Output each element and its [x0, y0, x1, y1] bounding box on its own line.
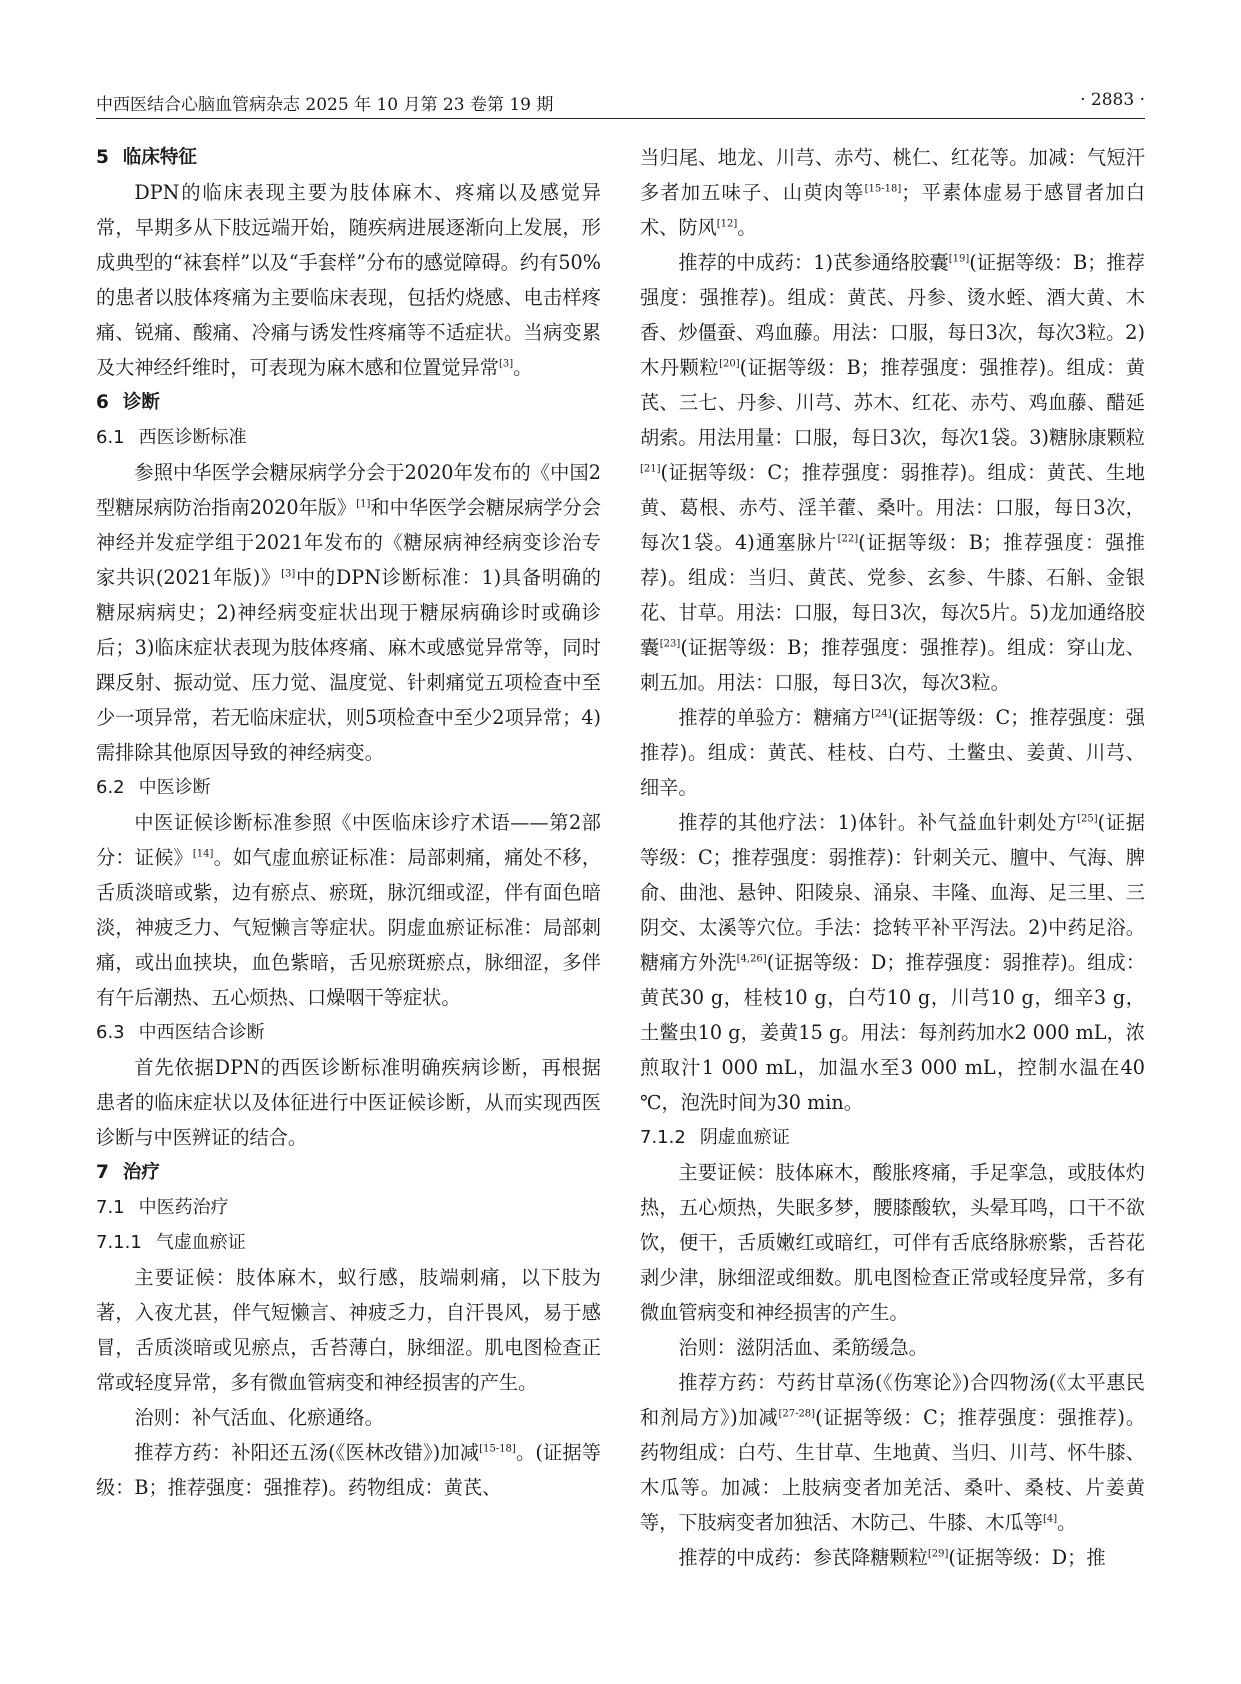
- right-column: [640, 140, 1145, 1575]
- citation[interactable]: [23]: [659, 638, 681, 650]
- citation[interactable]: [21]: [640, 463, 661, 475]
- citation[interactable]: [29]: [927, 1548, 949, 1560]
- section-title: 中医诊断: [138, 777, 211, 798]
- paragraph: 推荐的单验方：糖痛方[24](证据等级：C；推荐强度：强推荐)。组成：黄芪、桂枝、白芍、土鳖虫、姜黄、川芎、细辛。: [640, 706, 1145, 799]
- section-title: 西医诊断标准: [138, 427, 247, 448]
- citation[interactable]: [15-18]: [864, 183, 902, 195]
- section-title: 中医药治疗: [138, 1197, 229, 1218]
- journal-title: 中西医结合心脑血管病杂志 2025 年 10 月第 23 卷第 19 期: [96, 95, 554, 115]
- subsection-heading-6-3: [96, 1015, 601, 1050]
- section-title: 阴虚血瘀证: [699, 1127, 790, 1148]
- section-number: 6: [96, 392, 109, 413]
- paragraph: 主要证候：肢体麻木，蚁行感，肢端刺痛，以下肢为著，入夜尤甚，伴气短懒言、神疲乏力，自汗畏风，易于感冒，舌质淡暗或见瘀点，舌苔薄白，脉细涩。肌电图检查正常或轻度异常，多有微血管病变和神经损害的产生。: [96, 1266, 601, 1394]
- subsection-heading-6-2: [96, 770, 601, 805]
- subsection-heading-6-1: [96, 420, 601, 455]
- citation[interactable]: [14]: [192, 848, 214, 860]
- paragraph: 首先依据DPN的西医诊断标准明确疾病诊断，再根据患者的临床症状以及体征进行中医证候诊断，从而实现西医诊断与中医辨证的结合。: [96, 1056, 601, 1149]
- citation[interactable]: [3]: [498, 358, 514, 370]
- citation[interactable]: [4]: [1042, 1513, 1058, 1525]
- paragraph: 推荐的中成药：1)芪参通络胶囊[19](证据等级：B；推荐强度：强推荐)。组成：黄芪、丹参、烫水蛭、酒大黄、木香、炒僵蚕、鸡血藤。用法：口服，每日3次，每次3粒。2)木丹颗粒[20](证据等级：B；推荐强度：强推荐)。组成：黄芪、三七、丹参、川芎、苏木、红花、赤芍、鸡血藤、醋延胡索。用法用量：口服，每日3次，每次1袋。3)糖脉康颗粒[21](证据等级：C；推荐强度：弱推荐)。组成：黄芪、生地黄、葛根、赤芍、淫羊藿、桑叶。用法：口服，每日3次，每次1袋。4)通塞脉片[22](证据等级：B；推荐强度：强推荐)。组成：当归、黄芪、党参、玄参、牛膝、石斛、金银花、甘草。用法：口服，每日3次，每次5片。5)龙加通络胶囊[23](证据等级：B；推荐强度：强推荐)。组成：穿山龙、刺五加。用法：口服，每日3次，每次3粒。: [640, 251, 1146, 694]
- citation[interactable]: [15-18]: [479, 1443, 516, 1455]
- section-number: 7: [96, 1162, 109, 1183]
- section-title: 治疗: [122, 1162, 160, 1183]
- page-number: · 2883 ·: [1080, 90, 1145, 110]
- section-heading-6: [96, 385, 601, 420]
- section-heading-7: [96, 1155, 601, 1190]
- section-title: 诊断: [122, 392, 160, 413]
- paragraph: 当归尾、地龙、川芎、赤芍、桃仁、红花等。加减：气短汗多者加五味子、山萸肉等[15-18]；平素体虚易于感冒者加白术、防风[12]。: [640, 146, 1146, 239]
- citation[interactable]: [22]: [837, 533, 859, 545]
- section-number: 6.2: [96, 777, 125, 798]
- left-column: [96, 140, 601, 1505]
- citation[interactable]: [3]: [281, 568, 296, 580]
- section-number: 7.1: [96, 1197, 125, 1218]
- paragraph: 推荐方药：芍药甘草汤(《伤寒论》)合四物汤(《太平惠民和剂局方》)加减[27-28](证据等级：C；推荐强度：强推荐)。药物组成：白芍、生甘草、生地黄、当归、川芎、怀牛膝、木瓜等。加减：上肢病变者加羌活、桑叶、桑枝、片姜黄等，下肢病变者加独活、木防己、牛膝、木瓜等[4]。: [640, 1371, 1146, 1534]
- paragraph: 推荐的中成药：参芪降糖颗粒[29](证据等级：D；推: [678, 1546, 1106, 1569]
- subsection-heading-7-1-2: [640, 1120, 1145, 1155]
- section-title: 气虚血瘀证: [155, 1232, 246, 1253]
- paragraph: 中医证候诊断标准参照《中医临床诊疗术语——第2部分：证候》[14]。如气虚血瘀证标准：局部刺痛，痛处不移，舌质淡暗或紫，边有瘀点、瘀斑，脉沉细或涩，伴有面色暗淡，神疲乏力、气短懒言等症状。阴虚血瘀证标准：局部刺痛，或出血挟块，血色紫暗，舌见瘀斑瘀点，脉细涩，多伴有午后潮热、五心烦热、口燥咽干等症状。: [96, 811, 602, 1009]
- citation[interactable]: [24]: [871, 708, 892, 720]
- section-number: 7.1.2: [640, 1127, 686, 1148]
- section-title: 中西医结合诊断: [138, 1022, 265, 1043]
- citation[interactable]: [20]: [719, 358, 740, 370]
- paragraph: DPN的临床表现主要为肢体麻木、疼痛以及感觉异常，早期多从下肢远端开始，随疾病进展逐渐向上发展，形成典型的“袜套样”以及“手套样”分布的感觉障碍。约有50%的患者以肢体疼痛为主要临床表现，包括灼烧感、电击样疼痛、锐痛、酸痛、冷痛与诱发性疼痛等不适症状。当病变累及大神经纤维时，可表现为麻木感和位置觉异常[3]。: [96, 181, 601, 379]
- section-number: 6.1: [96, 427, 125, 448]
- citation[interactable]: [1]: [356, 498, 371, 510]
- citation[interactable]: [19]: [948, 253, 970, 265]
- citation[interactable]: [25]: [1077, 813, 1098, 825]
- section-number: 7.1.1: [96, 1232, 142, 1253]
- section-number: 5: [96, 147, 109, 168]
- paragraph: 推荐方药：补阳还五汤(《医林改错》)加减[15-18]。(证据等级：B；推荐强度：强推荐)。药物组成：黄芪、: [96, 1441, 601, 1499]
- paragraph: 治则：滋阴活血、柔筋缓急。: [678, 1336, 928, 1359]
- section-title: 临床特征: [122, 147, 197, 168]
- paragraph: 主要证候：肢体麻木，酸胀疼痛，手足挛急，或肢体灼热，五心烦热，失眠多梦，腰膝酸软，头晕耳鸣，口干不欲饮，便干，舌质嫩红或暗红，可伴有舌底络脉瘀紫，舌苔花剥少津，脉细涩或细数。肌电图检查正常或轻度异常，多有微血管病变和神经损害的产生。: [640, 1161, 1145, 1324]
- subsection-heading-7-1: [96, 1190, 601, 1225]
- running-header: [96, 88, 1145, 119]
- section-number: 6.3: [96, 1022, 125, 1043]
- citation[interactable]: [27-28]: [778, 1408, 816, 1420]
- paragraph: 参照中华医学会糖尿病学分会于2020年发布的《中国2型糖尿病防治指南2020年版》[1]和中华医学会糖尿病学分会神经并发症学组于2021年发布的《糖尿病神经病变诊治专家共识(2021年版)》[3]中的DPN诊断标准：1)具备明确的糖尿病病史；2)神经病变症状出现于糖尿病确诊时或确诊后；3)临床症状表现为肢体疼痛、麻木或感觉异常等，同时踝反射、振动觉、压力觉、温度觉、针刺痛觉五项检查中至少一项异常，若无临床症状，则5项检查中至少2项异常；4)需排除其他原因导致的神经病变。: [96, 461, 601, 764]
- citation[interactable]: [12]: [716, 218, 738, 230]
- paragraph: 治则：补气活血、化瘀通络。: [134, 1406, 384, 1429]
- paragraph: 推荐的其他疗法：1)体针。补气益血针刺处方[25](证据等级：C；推荐强度：弱推荐)：针刺关元、膻中、气海、脾俞、曲池、悬钟、阳陵泉、涌泉、丰隆、血海、足三里、三阴交、太溪等穴位。手法：捻转平补平泻法。2)中药足浴。糖痛方外洗[4,26](证据等级：D；推荐强度：弱推荐)。组成：黄芪30 g，桂枝10 g，白芍10 g，川芎10 g，细辛3 g，土鳖虫10 g，姜黄15 g。用法：每剂药加水2 000 mL，浓煎取汁1 000 mL，加温水至3 000 mL，控制水温在40 ℃，泡洗时间为30 min。: [640, 811, 1146, 1114]
- citation[interactable]: [4,26]: [736, 953, 767, 965]
- section-heading-5: [96, 140, 601, 175]
- subsection-heading-7-1-1: [96, 1225, 601, 1260]
